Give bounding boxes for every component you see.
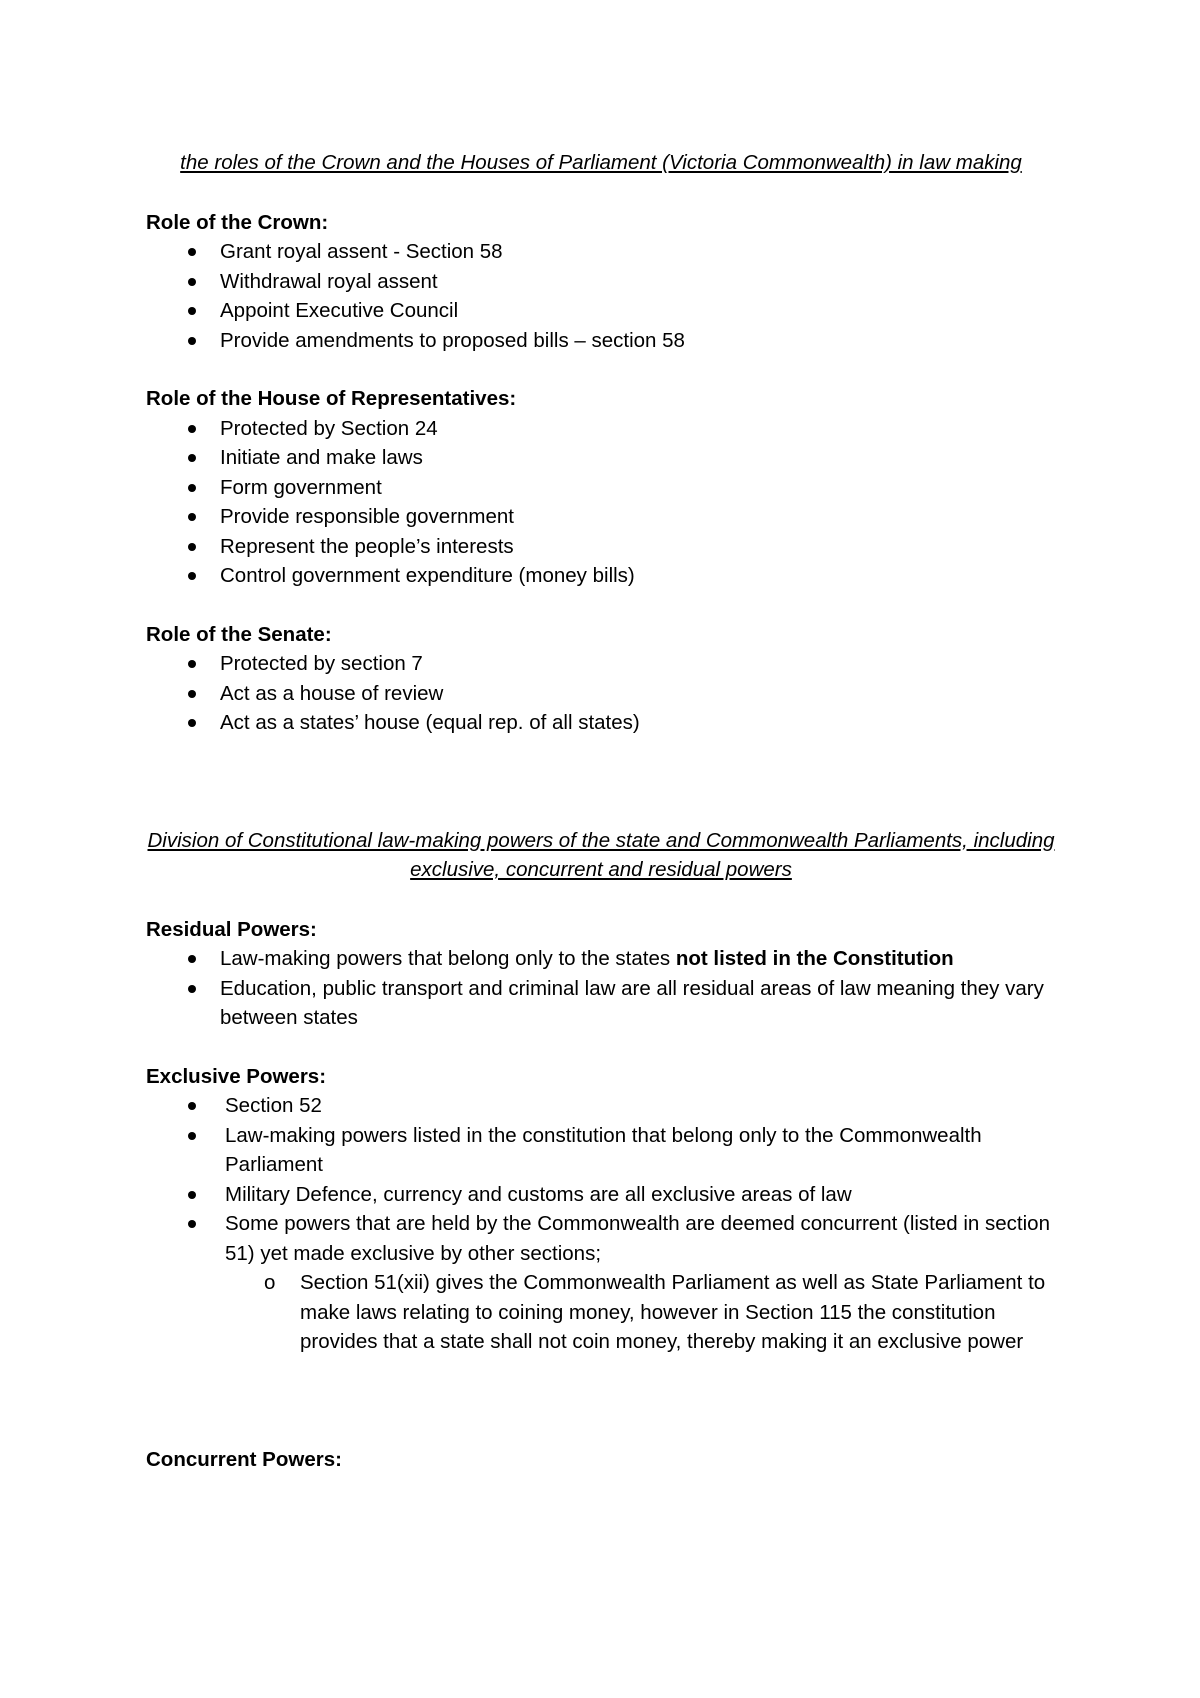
- crown-list: [146, 237, 1056, 355]
- list-item: Control government expenditure (money bills): [146, 561, 1056, 591]
- list-item: Represent the people’s interests: [146, 532, 1056, 562]
- list-item: Grant royal assent - Section 58: [146, 237, 1056, 267]
- list-item: Protected by section 7: [146, 649, 1056, 679]
- exclusive-heading: Exclusive Powers:: [146, 1064, 327, 1088]
- section1-title: the roles of the Crown and the Houses of Parliament (Victoria Commonwealth) in law making: [180, 151, 1022, 174]
- senate-list: [146, 649, 1056, 738]
- house-list: [146, 414, 1056, 591]
- residual-item-text: Law-making powers that belong only to the states: [220, 947, 676, 970]
- exclusive-list: [146, 1091, 1056, 1268]
- list-item: Act as a house of review: [146, 679, 1056, 709]
- crown-heading: Role of the Crown:: [146, 210, 329, 234]
- list-item: Act as a states’ house (equal rep. of all states): [146, 708, 1056, 738]
- list-item: Provide amendments to proposed bills – section 58: [146, 326, 1056, 356]
- list-item: Withdrawal royal assent: [146, 267, 1056, 297]
- house-heading: Role of the House of Representatives:: [146, 387, 517, 410]
- concurrent-heading: Concurrent Powers:: [146, 1447, 342, 1471]
- list-item: Protected by Section 24: [146, 414, 1056, 444]
- sub-list-item: o Section 51(xii) gives the Commonwealth Parliament as well as State Parliament to make laws relating to coining money, however in Section 115 the constitution provides that a state shall not coin money, thereby making it an exclusive power: [146, 1268, 1056, 1357]
- list-item: Provide responsible government: [146, 502, 1056, 532]
- list-item: Appoint Executive Council: [146, 296, 1056, 326]
- list-item: Military Defence, currency and customs are all exclusive areas of law: [146, 1180, 1056, 1210]
- senate-heading: Role of the Senate:: [146, 622, 332, 646]
- residual-list: [146, 944, 1056, 1033]
- document-body: [146, 148, 1056, 1474]
- list-item: [146, 944, 1056, 974]
- list-item: Education, public transport and criminal law are all residual areas of law meaning they vary between states: [146, 974, 1056, 1033]
- list-item: Initiate and make laws: [146, 443, 1056, 473]
- list-item: Form government: [146, 473, 1056, 503]
- residual-item-emphasis: not listed in the Constitution: [675, 947, 954, 970]
- list-item: Some powers that are held by the Commonwealth are deemed concurrent (listed in section 51) yet made exclusive by other sections;: [146, 1209, 1056, 1268]
- section2-title: Division of Constitutional law-making powers of the state and Commonwealth Parliaments, including exclusive, concurrent and residual powers: [147, 828, 1055, 881]
- exclusive-sublist: [146, 1268, 1056, 1357]
- residual-heading: Residual Powers:: [146, 917, 317, 941]
- list-item: Law-making powers listed in the constitution that belong only to the Commonwealth Parliament: [146, 1121, 1056, 1180]
- list-item: Section 52: [146, 1091, 1056, 1121]
